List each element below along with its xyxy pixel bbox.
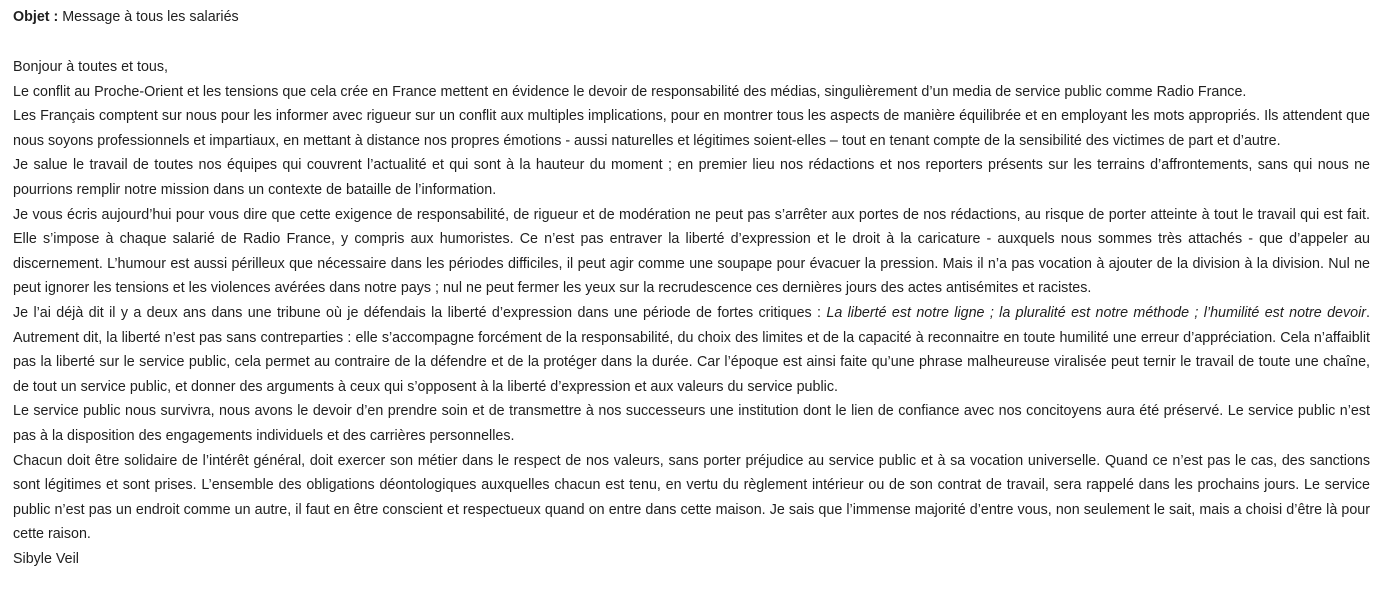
signature: Sibyle Veil	[13, 550, 79, 567]
quote-paragraph	[13, 301, 1370, 399]
paragraph: Le service public nous survivra, nous avons le devoir d’en prendre soin et de transmettre à nos successeurs une institution dont le lien de confiance avec nos concitoyens aura été préservé. Le service public n’est pas à la disposition des engagements individuels et des carrières personnelles.	[13, 403, 1370, 444]
email-body	[13, 55, 1370, 571]
greeting: Bonjour à toutes et tous,	[13, 59, 168, 75]
subject-label: Objet :	[13, 9, 59, 25]
paragraph: Le conflit au Proche-Orient et les tensions que cela crée en France mettent en évidence le devoir de responsabilité des médias, singulièrement d’un media de service public comme Radio France.	[13, 83, 1247, 100]
paragraph: Je vous écris aujourd’hui pour vous dire que cette exigence de responsabilité, de rigueur et de modération ne peut pas s’arrêter aux portes de nos rédactions, au risque de porter atteinte à tout le travail qui est fait. Elle s’impose à chaque salarié de Radio France, y compris aux humoristes. Ce n’est pas entraver la liberté d’expression et le droit à la caricature - auxquels nous sommes très attachés - que d’appeler au discernement. L’humour est aussi périlleux que nécessaire dans les périodes difficiles, il peut agir comme une soupape pour évacuer la pression. Mais il n’a pas vocation à ajouter de la division à la division. Nul ne peut ignorer les tensions et les violences avérées dans notre pays ; nul ne peut fermer les yeux sur la recrudescence ces dernières jours des actes antisémites et racistes.	[13, 206, 1370, 297]
paragraph: Chacun doit être solidaire de l’intérêt général, doit exercer son métier dans le respect de nos valeurs, sans porter préjudice au service public et à sa vocation universelle. Quand ce n’est pas le cas, des sanctions sont légitimes et sont prises. L’ensemble des obligations déontologiques auxquelles chacun est tenu, en vertu du règlement intérieur ou de son contrat de travail, sera rappelé dans les prochains jours. Le service public n’est pas un endroit comme un autre, il faut en être conscient et respectueux quand on entre dans cette maison. Je sais que l’immense majorité d’entre vous, non seulement le sait, mais a choisi d’être là pour cette raison.	[13, 452, 1370, 543]
quote-italic: La liberté est notre ligne ; la pluralité est notre méthode ; l’humilité est notre devoir	[826, 304, 1367, 321]
email-subject-line	[13, 5, 1370, 29]
subject-text: Message à tous les salariés	[62, 9, 239, 25]
paragraph: Les Français comptent sur nous pour les informer avec rigueur sur un conflit aux multiples implications, pour en montrer tous les aspects de manière équilibrée et en employant les mots appropriés. Ils attendent que nous soyons professionnels et impartiaux, en mettant à distance nos propres émotions - aussi naturelles et légitimes soient-elles – tout en tenant compte de la sensibilité des victimes de part et d’autre.	[13, 108, 1370, 149]
paragraph: Je salue le travail de toutes nos équipes qui couvrent l’actualité et qui sont à la hauteur du moment ; en premier lieu nos rédactions et nos reporters présents sur les terrains d’affrontements, sans qui nous ne pourrions remplir notre mission dans un contexte de bataille de l’information.	[13, 157, 1370, 198]
quote-intro: Je l’ai déjà dit il y a deux ans dans une tribune où je défendais la liberté d’expression dans une période de fortes critiques :	[13, 304, 827, 321]
quote-continuation: . Autrement dit, la liberté n’est pas sans contreparties : elle s’accompagne forcément de la responsabilité, du choix des limites et de la capacité à reconnaitre en toute humilité une erreur d’appréciation. Cela n’affaiblit pas la liberté sur le service public, cela permet au contraire de la défendre et de la protéger dans la durée. Car l’époque est ainsi faite qu’une phrase malheureuse viralisée peut ternir le travail de toute une chaîne, de tout un service public, et donner des arguments à ceux qui s’opposent à la liberté d’expression et aux valeurs du service public.	[13, 304, 1370, 395]
email-message	[13, 5, 1370, 571]
